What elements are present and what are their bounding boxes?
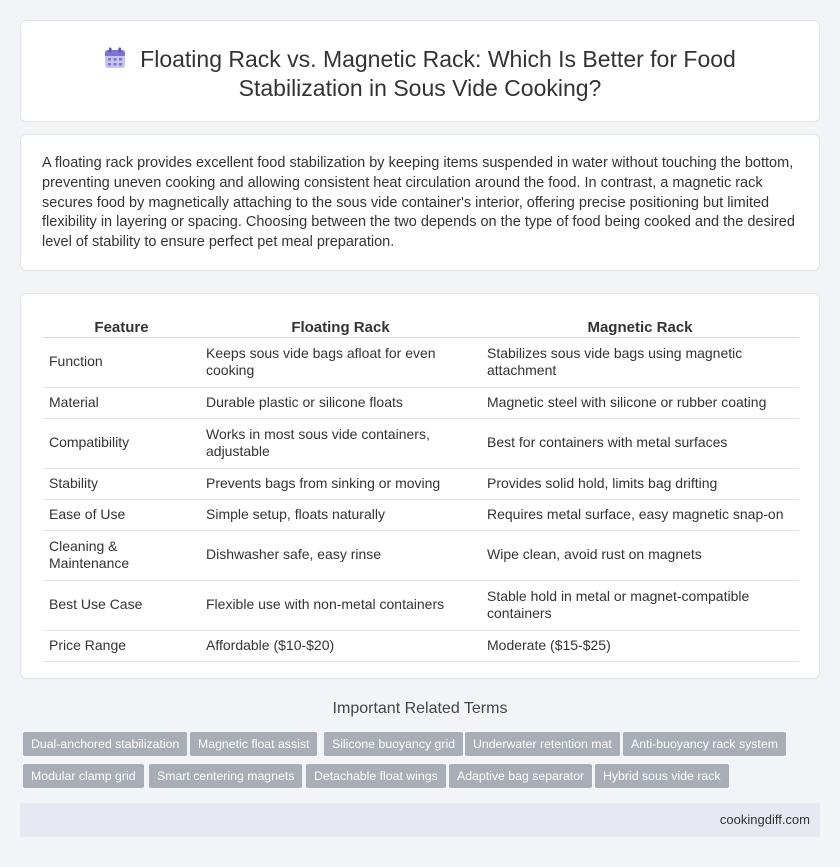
comparison-card <box>20 293 820 679</box>
magnetic-cell: Provides solid hold, limits bag drifting <box>481 468 799 499</box>
table-row <box>43 387 799 418</box>
related-term-tag[interactable]: Anti-buoyancy rack system <box>623 732 786 756</box>
floating-cell: Prevents bags from sinking or moving <box>200 468 481 499</box>
table-row <box>43 468 799 499</box>
floating-cell: Durable plastic or silicone floats <box>200 387 481 418</box>
table-row <box>43 630 799 661</box>
feature-cell: Ease of Use <box>43 499 200 530</box>
floating-cell: Keeps sous vide bags afloat for even cooking <box>200 337 481 387</box>
magnetic-cell: Stable hold in metal or magnet-compatible containers <box>481 580 799 630</box>
related-term-tag[interactable]: Modular clamp grid <box>23 764 144 788</box>
footer <box>20 803 820 837</box>
table-row <box>43 580 799 630</box>
floating-cell: Simple setup, floats naturally <box>200 499 481 530</box>
table-row <box>43 499 799 530</box>
floating-cell: Affordable ($10-$20) <box>200 630 481 661</box>
feature-cell: Function <box>43 337 200 387</box>
table-header-row <box>43 310 799 337</box>
title-line-1: Floating Rack vs. Magnetic Rack: Which Is Better for Food <box>140 46 736 72</box>
magnetic-cell: Stabilizes sous vide bags using magnetic attachment <box>481 337 799 387</box>
related-term-tag[interactable]: Adaptive bag separator <box>449 764 592 788</box>
table-row <box>43 530 799 580</box>
feature-cell: Best Use Case <box>43 580 200 630</box>
magnetic-cell: Magnetic steel with silicone or rubber coating <box>481 387 799 418</box>
related-terms-heading: Important Related Terms <box>332 700 508 717</box>
related-term-tag[interactable]: Hybrid sous vide rack <box>595 764 729 788</box>
magnetic-cell: Requires metal surface, easy magnetic snap-on <box>481 499 799 530</box>
intro-card <box>20 134 820 271</box>
feature-cell: Material <box>43 387 200 418</box>
title-card <box>20 20 820 122</box>
table-row <box>43 337 799 387</box>
calendar-icon <box>104 47 126 69</box>
related-term-tag[interactable]: Smart centering magnets <box>149 764 302 788</box>
header-feature: Feature <box>43 310 200 337</box>
header-magnetic-rack: Magnetic Rack <box>481 310 799 337</box>
magnetic-cell: Wipe clean, avoid rust on magnets <box>481 530 799 580</box>
floating-cell: Dishwasher safe, easy rinse <box>200 530 481 580</box>
floating-cell: Flexible use with non-metal containers <box>200 580 481 630</box>
floating-cell: Works in most sous vide containers, adjustable <box>200 418 481 468</box>
intro-paragraph: A floating rack provides excellent food stabilization by keeping items suspended in water without touching the bottom, preventing uneven cooking and allowing consistent heat circulation around the food. In contrast, a magnetic rack secures food by magnetically attaching to the sous vide container's interior, offering precise positioning but limited flexibility in layering or spacing. Choosing between the two depends on the type of food being cooked and the desired level of stability to ensure perfect pet meal preparation. <box>42 155 795 251</box>
magnetic-cell: Moderate ($15-$25) <box>481 630 799 661</box>
table-row <box>43 418 799 468</box>
page-title <box>21 45 819 103</box>
related-term-tag[interactable]: Detachable float wings <box>306 764 446 788</box>
related-term-tag[interactable]: Dual-anchored stabilization <box>23 732 187 756</box>
feature-cell: Stability <box>43 468 200 499</box>
related-term-tag[interactable]: Magnetic float assist <box>190 732 317 756</box>
feature-cell: Cleaning & Maintenance <box>43 530 200 580</box>
feature-cell: Price Range <box>43 630 200 661</box>
magnetic-cell: Best for containers with metal surfaces <box>481 418 799 468</box>
feature-cell: Compatibility <box>43 418 200 468</box>
comparison-table <box>43 310 799 662</box>
site-link[interactable]: cookingdiff.com <box>719 812 810 827</box>
related-term-tag[interactable]: Silicone buoyancy grid <box>324 732 463 756</box>
related-term-tag[interactable]: Underwater retention mat <box>465 732 620 756</box>
header-floating-rack: Floating Rack <box>200 310 481 337</box>
title-line-2: Stabilization in Sous Vide Cooking? <box>238 75 602 101</box>
